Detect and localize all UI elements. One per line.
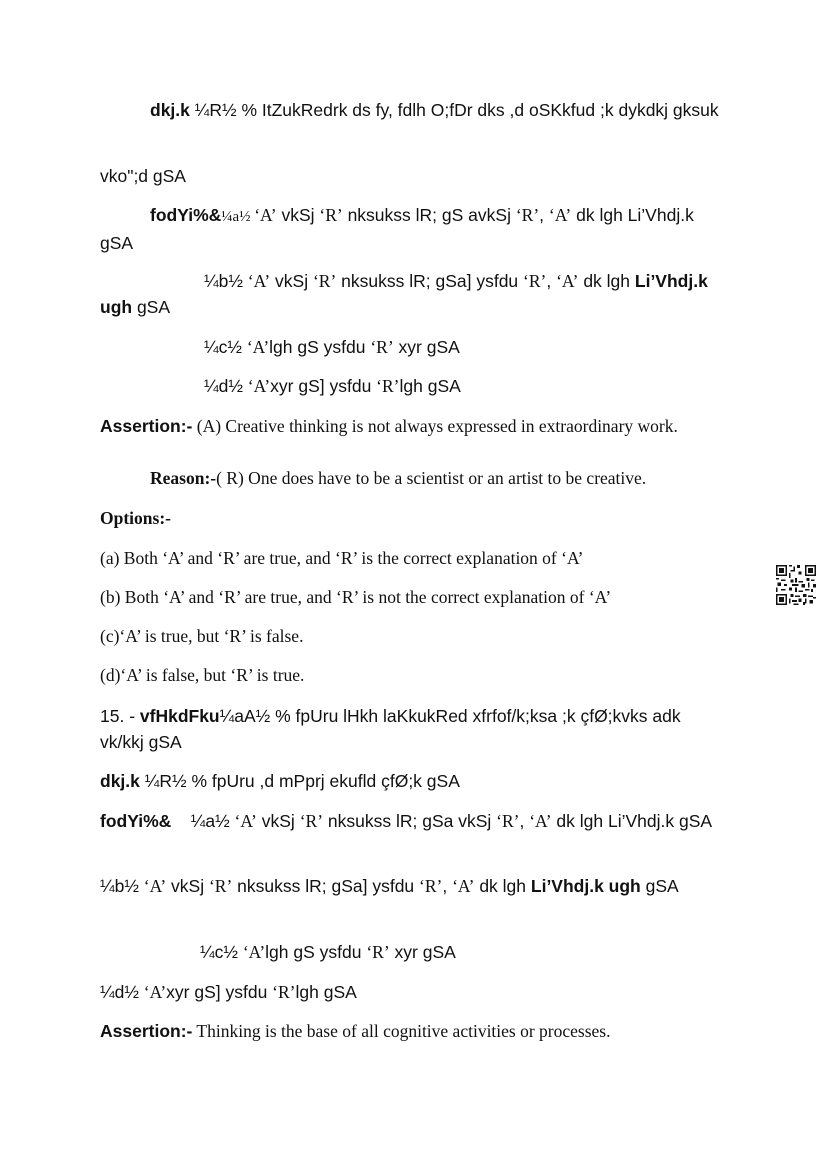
- reason-1: Reason:-( R) One does have to be a scientist or an artist to be creative.: [150, 468, 647, 488]
- option-b-hindi-1: ¼b½ ‘A’ vkSj ‘R’ nksukss lR; gSa] ysfdu ‘R’, ‘A’ dk lgh Li’Vhdj.k ugh gSA: [100, 271, 708, 317]
- option-a-hindi-2: fodYi%& ¼a½ ‘A’ vkSj ‘R’ nksukss lR; gSa vkSj ‘R’, ‘A’ dk lgh Li’Vhdj.k gSA: [100, 811, 713, 831]
- option-b-english: (b) Both ‘A’ and ‘R’ are true, and ‘R’ is not the correct explanation of ‘A’: [100, 587, 612, 607]
- question-15: 15. - vfHkdFku¼aA½ % fpUru lHkh laKkukRed xfrfof/k;ksa ;k çfØ;kvks adk vk/kkj gSA: [100, 706, 681, 752]
- option-c-hindi-2: ¼c½ ‘A’lgh gS ysfdu ‘R’ xyr gSA: [200, 942, 456, 962]
- option-a-hindi-1: fodYi%&¼a½ ‘A’ vkSj ‘R’ nksukss lR; gS avkSj ‘R’, ‘A’ dk lgh Li’Vhdj.k gSA: [100, 205, 694, 253]
- assertion-1: Assertion:- (A) Creative thinking is not always expressed in extraordinary work.: [100, 416, 678, 436]
- option-d-english: (d)‘A’ is false, but ‘R’ is true.: [100, 665, 305, 685]
- option-d-hindi-1: ¼d½ ‘A’xyr gS] ysfdu ‘R’lgh gSA: [204, 376, 461, 396]
- option-d-hindi-2: ¼d½ ‘A’xyr gS] ysfdu ‘R’lgh gSA: [100, 982, 357, 1002]
- reason-hindi-1-cont: vko";d gSA: [100, 166, 186, 186]
- options-label: Options:-: [100, 508, 171, 528]
- option-c-english: (c)‘A’ is true, but ‘R’ is false.: [100, 626, 304, 646]
- option-a-english: (a) Both ‘A’ and ‘R’ are true, and ‘R’ is the correct explanation of ‘A’: [100, 548, 584, 568]
- qr-code-icon: [776, 565, 816, 605]
- option-b-hindi-2: ¼b½ ‘A’ vkSj ‘R’ nksukss lR; gSa] ysfdu ‘R’, ‘A’ dk lgh Li’Vhdj.k ugh gSA: [100, 876, 679, 896]
- assertion-2: Assertion:- Thinking is the base of all cognitive activities or processes.: [100, 1021, 611, 1041]
- reason-hindi-2: dkj.k ¼R½ % fpUru ,d mPprj ekufld çfØ;k gSA: [100, 771, 460, 791]
- reason-hindi-1: dkj.k ¼R½ % ItZukRedrk ds fy, fdlh O;fDr dks ,d oSKkfud ;k dykdkj gksuk: [150, 100, 719, 120]
- option-c-hindi-1: ¼c½ ‘A’lgh gS ysfdu ‘R’ xyr gSA: [204, 337, 460, 357]
